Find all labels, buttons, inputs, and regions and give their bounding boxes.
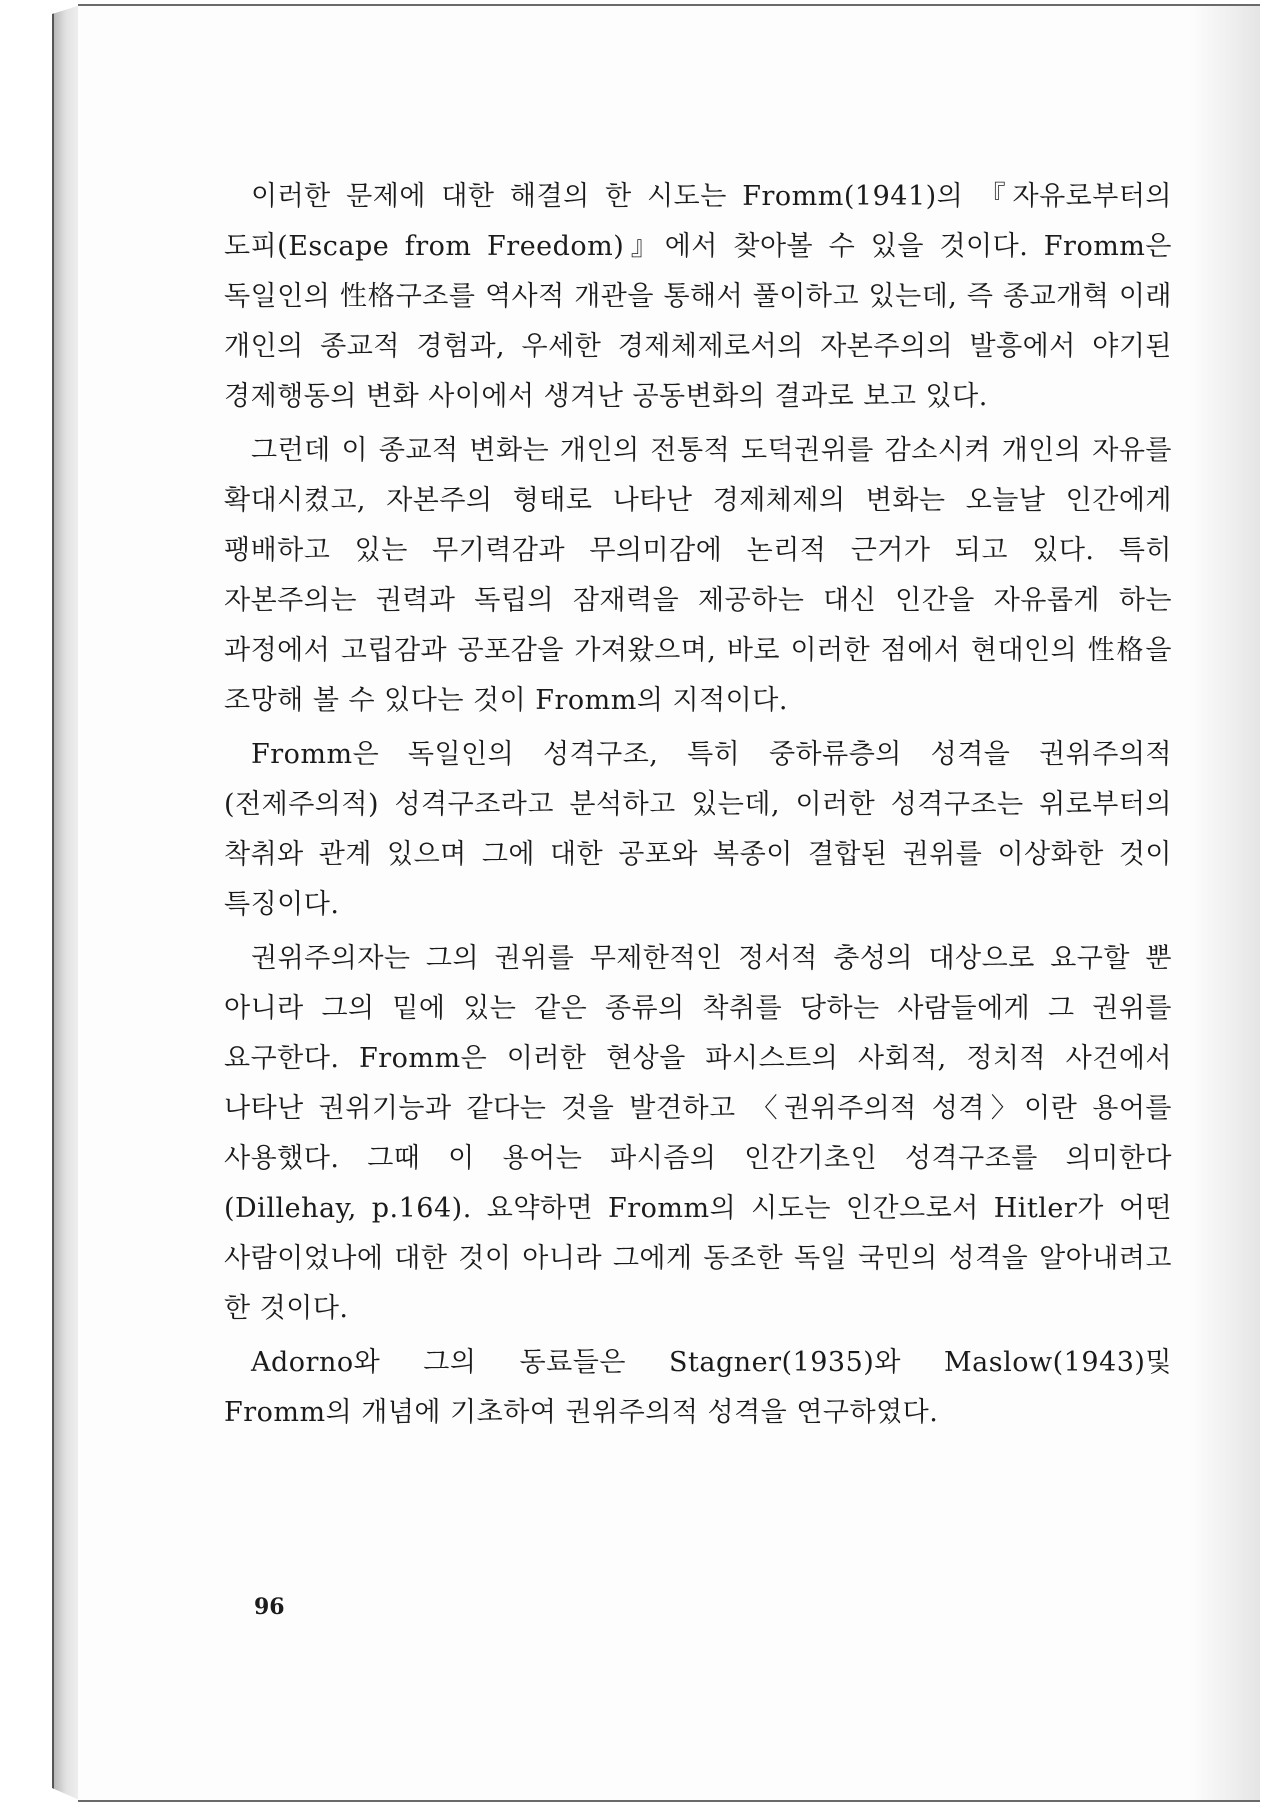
body-text	[224, 172, 1172, 1442]
page-gutter-shadow	[1190, 6, 1260, 1800]
page-number: 96	[254, 1594, 285, 1620]
paragraph: Fromm은 독일인의 성격구조, 특히 중하류층의 성격을 권위주의적(전제주의적) 성격구조라고 분석하고 있는데, 이러한 성격구조는 위로부터의 착취와 관계 있으며 그에 대한 공포와 복종이 결합된 권위를 이상화한 것이 특징이다.	[224, 739, 1172, 920]
paragraph: 이러한 문제에 대한 해결의 한 시도는 Fromm(1941)의 『자유로부터의 도피(Escape from Freedom)』에서 찾아볼 수 있을 것이다. Fromm은 독일인의 性格구조를 역사적 개관을 통해서 풀이하고 있는데, 즉 종교개혁 이래 개인의 종교적 경험과, 우세한 경제체제로서의 자본주의의 발흥에서 야기된 경제행동의 변화 사이에서 생겨난 공동변화의 결과로 보고 있다.	[224, 181, 1172, 412]
book-page	[78, 4, 1260, 1802]
paragraph: 권위주의자는 그의 권위를 무제한적인 정서적 충성의 대상으로 요구할 뿐 아니라 그의 밑에 있는 같은 종류의 착취를 당하는 사람들에게 그 권위를 요구한다. Fromm은 이러한 현상을 파시스트의 사회적, 정치적 사건에서 나타난 권위기능과 같다는 것을 발견하고 〈권위주의적 성격〉이란 용어를 사용했다. 그때 이 용어는 파시즘의 인간기초인 성격구조를 의미한다(Dillehay, p.164). 요약하면 Fromm의 시도는 인간으로서 Hitler가 어떤 사람이었나에 대한 것이 아니라 그에게 동조한 독일 국민의 성격을 알아내려고 한 것이다.	[224, 943, 1172, 1324]
paragraph: 그런데 이 종교적 변화는 개인의 전통적 도덕권위를 감소시켜 개인의 자유를 확대시켰고, 자본주의 형태로 나타난 경제체제의 변화는 오늘날 인간에게 팽배하고 있는 무기력감과 무의미감에 논리적 근거가 되고 있다. 특히 자본주의는 권력과 독립의 잠재력을 제공하는 대신 인간을 자유롭게 하는 과정에서 고립감과 공포감을 가져왔으며, 바로 이러한 점에서 현대인의 性格을 조망해 볼 수 있다는 것이 Fromm의 지적이다.	[224, 435, 1172, 716]
paragraph: Adorno와 그의 동료들은 Stagner(1935)와 Maslow(1943)및 Fromm의 개념에 기초하여 권위주의적 성격을 연구하였다.	[224, 1347, 1172, 1428]
